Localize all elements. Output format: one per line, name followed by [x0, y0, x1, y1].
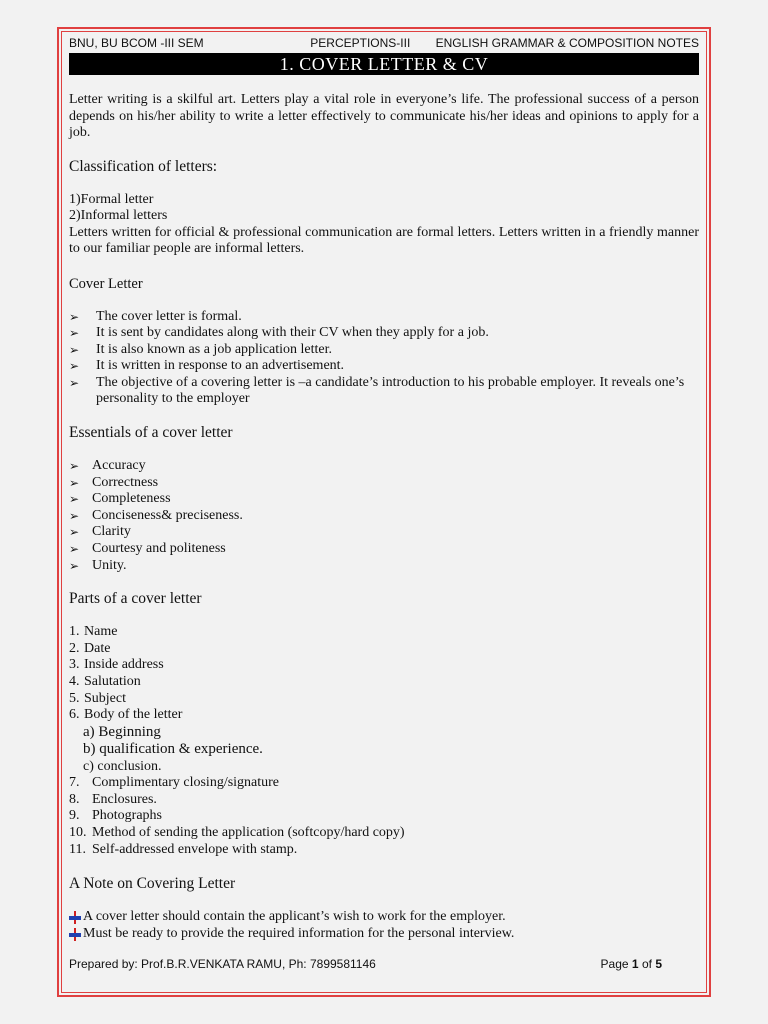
- list-item: 5. Subject: [69, 690, 126, 706]
- header-right: ENGLISH GRAMMAR & COMPOSITION NOTES: [435, 36, 699, 50]
- list-item: 8. Enclosures.: [69, 791, 157, 807]
- list-item: ➢ It is sent by candidates along with their CV when they apply for a job.: [69, 325, 489, 341]
- parts-heading: Parts of a cover letter: [69, 590, 202, 608]
- document-page: [69, 33, 699, 942]
- arrow-bullet-icon: ➢: [69, 359, 80, 374]
- list-item: Must be ready to provide the required information for the personal interview.: [69, 926, 699, 943]
- arrow-bullet-icon: ➢: [69, 492, 80, 507]
- list-item: ➢ It is also known as a job application letter.: [69, 341, 333, 357]
- list-item: ➢ Completeness: [69, 491, 171, 507]
- page-footer: [69, 957, 662, 971]
- list-subitem: c) conclusion.: [83, 758, 162, 774]
- footer-author: Prepared by: Prof.B.R.VENKATA RAMU, Ph: 7899581146: [69, 957, 376, 971]
- list-item: 4. Salutation: [69, 674, 141, 689]
- list-item: 3. Inside address: [69, 657, 164, 673]
- classification-text: Letters written for official & professional communication are formal letters. Letters written in a friendly manner to our familiar people are informal letters.: [69, 224, 699, 256]
- list-item: 2. Date: [69, 640, 111, 656]
- page-title: 1. COVER LETTER & CV: [69, 53, 699, 75]
- list-subitem: a) Beginning: [83, 723, 161, 740]
- list-item: A cover letter should contain the applicant’s wish to work for the employer.: [69, 909, 699, 926]
- list-item: ➢ Accuracy: [69, 458, 146, 474]
- header-left: BNU, BU BCOM -III SEM: [69, 36, 204, 50]
- list-item: ➢ The objective of a covering letter is –a candidate’s introduction to his probable employer. It reveals one’s personality to the employer: [69, 374, 685, 407]
- running-header: [69, 33, 699, 52]
- essentials-list: [69, 458, 699, 574]
- list-item: 10. Method of sending the application (softcopy/hard copy): [69, 825, 405, 841]
- arrow-bullet-icon: ➢: [69, 309, 80, 324]
- essentials-heading: Essentials of a cover letter: [69, 424, 233, 442]
- note-heading: A Note on Covering Letter: [69, 875, 236, 893]
- classification-item: 1)Formal letter: [69, 191, 154, 207]
- arrow-bullet-icon: ➢: [69, 375, 80, 390]
- parts-list: [69, 624, 699, 858]
- list-item: 7. Complimentary closing/signature: [69, 775, 280, 791]
- list-item: 1. Name: [69, 624, 118, 640]
- intro-paragraph: Letter writing is a skilful art. Letters play a vital role in everyone’s life. The professional success of a person depends on his/her ability to write a letter effectively to communicate his/her ideas and opinions to apply for a job.: [69, 92, 699, 140]
- list-item: ➢ It is written in response to an advertisement.: [69, 358, 345, 374]
- list-item: ➢ Clarity: [69, 524, 131, 540]
- list-item: ➢ The cover letter is formal.: [69, 308, 242, 324]
- arrow-bullet-icon: ➢: [69, 558, 80, 573]
- arrow-bullet-icon: ➢: [69, 525, 80, 540]
- list-item: 11. Self-addressed envelope with stamp.: [69, 841, 298, 857]
- cover-letter-list: [69, 309, 699, 409]
- arrow-bullet-icon: ➢: [69, 459, 80, 474]
- header-center: PERCEPTIONS-III: [310, 36, 411, 50]
- list-item: ➢ Conciseness& preciseness.: [69, 507, 243, 523]
- page-number: Page 1 of 5: [600, 957, 662, 971]
- arrow-bullet-icon: ➢: [69, 326, 80, 341]
- arrow-bullet-icon: ➢: [69, 342, 80, 357]
- cover-letter-heading: Cover Letter: [69, 275, 143, 292]
- arrow-bullet-icon: ➢: [69, 508, 80, 523]
- list-item: 9. Photographs: [69, 808, 162, 824]
- classification-heading: Classification of letters:: [69, 157, 218, 175]
- classification-item: 2)Informal letters: [69, 208, 168, 223]
- note-list: [69, 909, 699, 942]
- arrow-bullet-icon: ➢: [69, 542, 80, 557]
- list-item: 6. Body of the letter: [69, 707, 183, 723]
- list-item: ➢ Courtesy and politeness: [69, 541, 226, 557]
- list-item: ➢ Correctness: [69, 474, 159, 490]
- flag-bullet-icon: [69, 928, 83, 941]
- flag-bullet-icon: [69, 911, 83, 924]
- list-item: ➢ Unity.: [69, 557, 127, 573]
- list-subitem: b) qualification & experience.: [83, 741, 263, 758]
- arrow-bullet-icon: ➢: [69, 475, 80, 490]
